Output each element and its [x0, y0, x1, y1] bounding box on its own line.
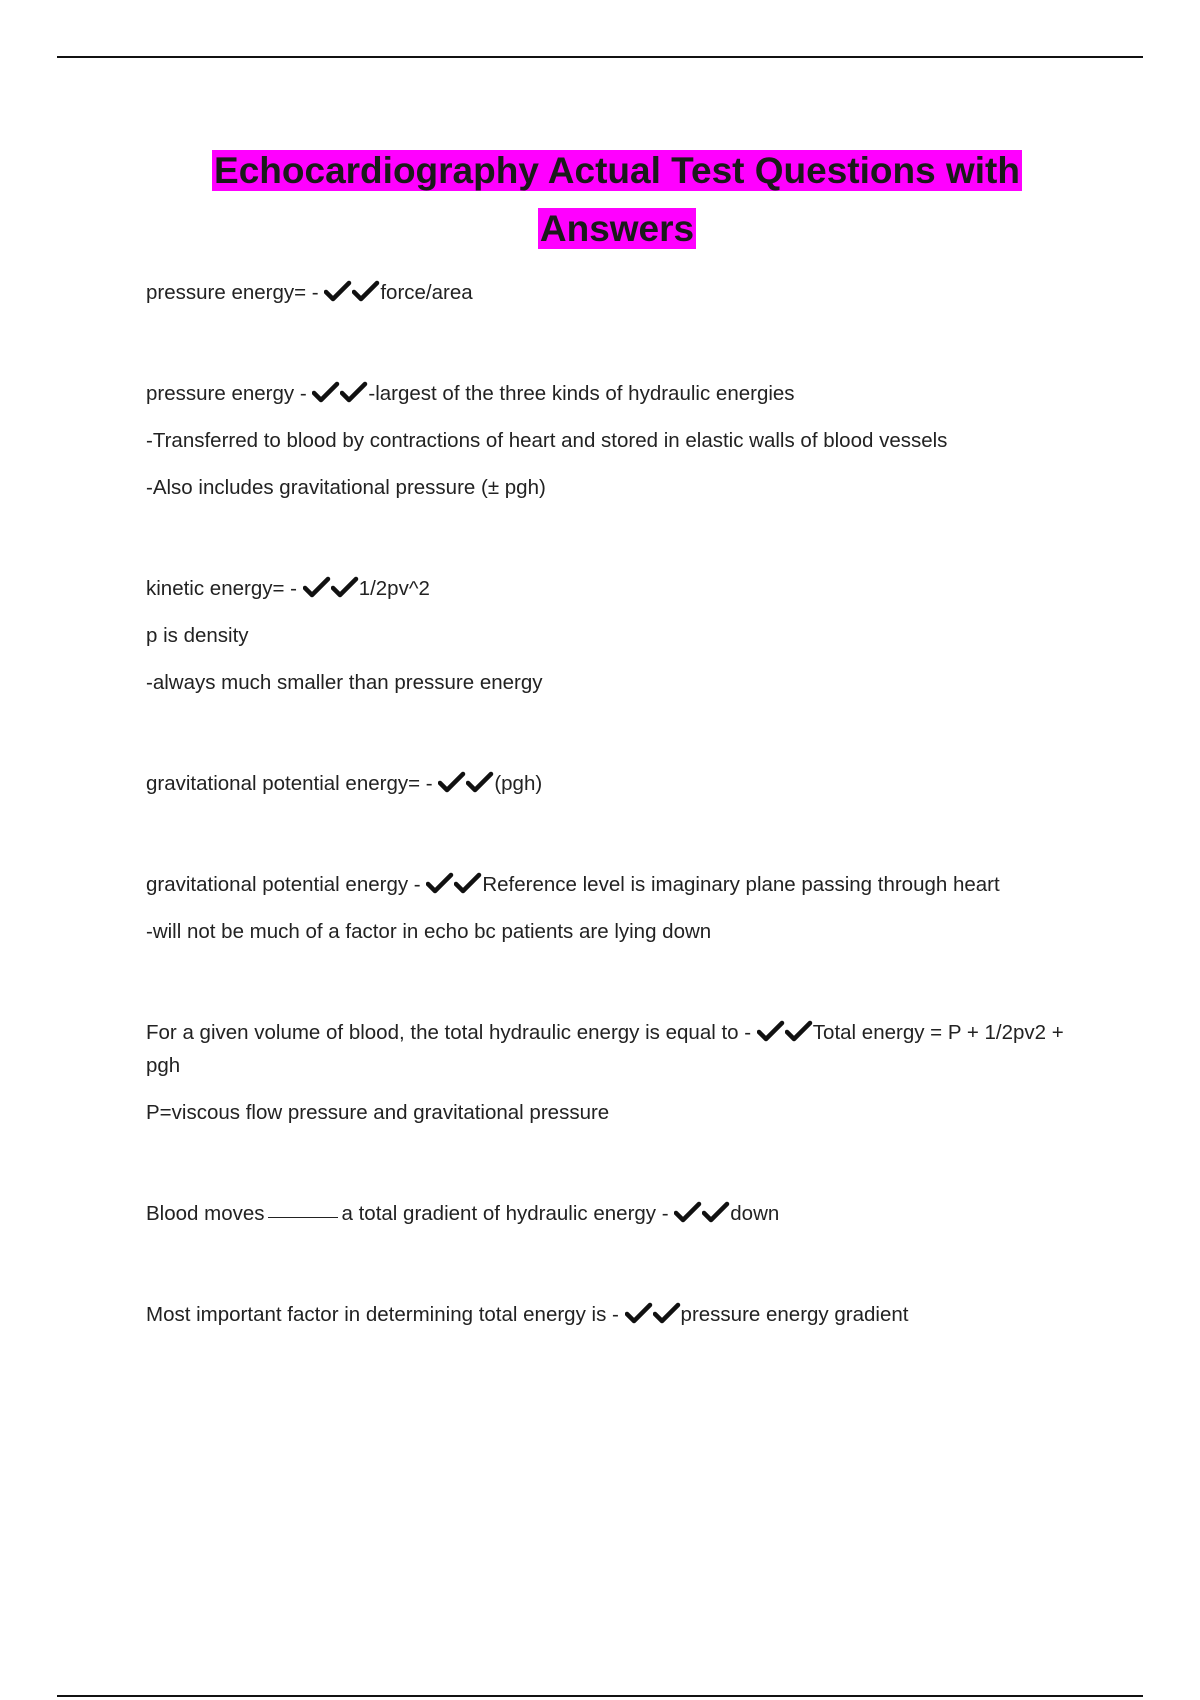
check-icon — [702, 1201, 730, 1223]
answer-detail: -Also includes gravitational pressure (± pgh) — [146, 476, 546, 499]
qa-line — [146, 1197, 1086, 1230]
answer-text: 1/2pv^2 — [358, 577, 430, 600]
question-text: gravitational potential energy= - — [146, 772, 433, 795]
check-icon — [785, 1020, 813, 1042]
question-text: kinetic energy= - — [146, 577, 297, 600]
qa-list — [146, 276, 1086, 1399]
answer-text: down — [730, 1202, 780, 1225]
question-text: a total gradient of hydraulic energy - — [341, 1202, 669, 1225]
answer-text: -largest of the three kinds of hydraulic energies — [368, 382, 795, 405]
question-text: pressure energy - — [146, 382, 307, 405]
question-text: Most important factor in determining total energy is - — [146, 1303, 619, 1326]
answer-text: Reference level is imaginary plane passing through heart — [482, 873, 1000, 896]
check-icon — [653, 1302, 681, 1324]
check-icon — [303, 576, 331, 598]
question-text: For a given volume of blood, the total hydraulic energy is equal to - — [146, 1021, 752, 1044]
qa-line — [146, 767, 1086, 800]
qa-item — [146, 1016, 1086, 1129]
answer-detail: -will not be much of a factor in echo bc patients are lying down — [146, 920, 712, 943]
qa-item — [146, 276, 1086, 309]
qa-item — [146, 572, 1086, 699]
title-line-2: Answers — [539, 208, 695, 249]
answer-text: Total energy = P + 1/2pv2 + pgh — [146, 1021, 1064, 1077]
qa-line — [146, 572, 1086, 605]
qa-item — [146, 868, 1086, 948]
qa-line — [146, 377, 1086, 410]
qa-line — [146, 1016, 1086, 1082]
check-icon — [757, 1020, 785, 1042]
answer-detail: p is density — [146, 624, 249, 647]
check-icon — [312, 381, 340, 403]
question-text: Blood moves — [146, 1202, 265, 1225]
qa-item — [146, 377, 1086, 504]
question-text: gravitational potential energy - — [146, 873, 421, 896]
check-icon — [426, 872, 454, 894]
check-icon — [454, 872, 482, 894]
question-text: pressure energy= - — [146, 281, 319, 304]
fill-in-blank — [268, 1216, 338, 1218]
qa-line — [146, 1298, 1086, 1331]
document-title — [0, 142, 1200, 258]
title-line-1: Echocardiography Actual Test Questions with — [214, 150, 1020, 191]
qa-line — [146, 276, 1086, 309]
answer-text: pressure energy gradient — [680, 1303, 909, 1326]
qa-item — [146, 1298, 1086, 1331]
answer-text: force/area — [380, 281, 473, 304]
qa-item — [146, 767, 1086, 800]
answer-text: (pgh) — [494, 772, 543, 795]
header-rule — [57, 56, 1143, 58]
check-icon — [324, 280, 352, 302]
check-icon — [674, 1201, 702, 1223]
check-icon — [340, 381, 368, 403]
answer-detail: -always much smaller than pressure energy — [146, 671, 543, 694]
answer-detail: -Transferred to blood by contractions of heart and stored in elastic walls of blood vessels — [146, 429, 948, 452]
check-icon — [625, 1302, 653, 1324]
check-icon — [331, 576, 359, 598]
footer-rule — [57, 1695, 1143, 1697]
qa-item — [146, 1197, 1086, 1230]
answer-detail: P=viscous flow pressure and gravitational pressure — [146, 1101, 610, 1124]
check-icon — [438, 771, 466, 793]
check-icon — [466, 771, 494, 793]
check-icon — [352, 280, 380, 302]
qa-line — [146, 868, 1086, 901]
